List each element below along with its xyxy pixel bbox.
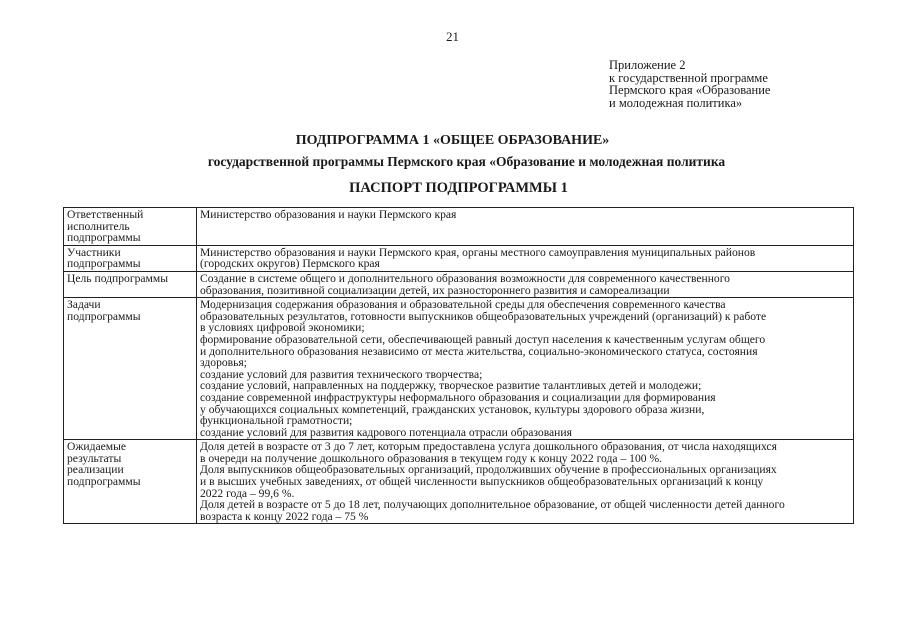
row-value-line: образовательных результатов, готовности выпускников общеобразовательных учреждений (организаций) к работе	[200, 309, 767, 323]
row-label-line: результаты	[67, 451, 122, 465]
row-label-line: подпрограммы	[67, 475, 141, 489]
passport-table	[63, 207, 854, 524]
row-label	[64, 271, 197, 297]
row-label	[64, 208, 197, 246]
appendix-line: Приложение 2	[609, 58, 686, 72]
row-label-line: Ответственный	[67, 208, 144, 221]
row-value	[197, 208, 854, 246]
row-value-line: создание условий, направленных на поддержку, творческое развитие талантливых детей и молодежи;	[200, 379, 702, 393]
appendix-line: Пермского края «Образование	[609, 83, 771, 97]
row-value-line: Министерство образования и науки Пермского края, органы местного самоуправления муниципальных районов	[200, 245, 756, 259]
row-label-line: подпрограммы	[67, 309, 141, 323]
row-value	[197, 440, 854, 524]
row-value	[197, 245, 854, 271]
row-label-line: подпрограммы	[67, 231, 141, 245]
row-value-line: возраста к концу 2022 года – 75 %	[200, 509, 369, 523]
page-number: 21	[446, 29, 459, 44]
row-value-line: функциональной грамотности;	[200, 414, 353, 428]
row-value-line: создание современной инфраструктуры неформального образования и социализации для формирования	[200, 390, 716, 404]
row-value-line: и в высших учебных заведениях, от общей численности выпускников общеобразовательных организаций к концу	[200, 475, 764, 489]
passport-title: ПАСПОРТ ПОДПРОГРАММЫ 1	[349, 180, 568, 196]
appendix-line: и молодежная политика»	[609, 95, 743, 110]
row-value-line: Министерство образования и науки Пермского края	[200, 208, 457, 221]
row-label	[64, 298, 197, 440]
row-label-line: Цель подпрограммы	[67, 271, 169, 285]
row-value-line: в условиях цифровой экономики;	[200, 321, 365, 335]
row-value-line: у обучающихся социальных компетенций, гражданских установок, культуры здорового образа жизни,	[200, 402, 705, 416]
row-value-line: создание условий для развития кадрового потенциала отрасли образования	[200, 425, 572, 439]
row-label	[64, 440, 197, 524]
table-row	[64, 298, 854, 440]
row-value-line: и дополнительного образования независимо от места жительства, социально-экономического статуса, состояния	[200, 344, 758, 358]
row-value-line: 2022 года – 99,6 %.	[200, 486, 295, 500]
table-row	[64, 245, 854, 271]
row-value-line: в очереди на получение дошкольного образования в текущем году к концу 2022 года – 100 %.	[200, 451, 663, 465]
table-row	[64, 271, 854, 297]
row-label-line: Участники	[67, 245, 121, 259]
row-label-line: Задачи	[67, 298, 101, 312]
row-label	[64, 245, 197, 271]
row-label-line: подпрограммы	[67, 257, 141, 271]
appendix-note	[609, 59, 770, 109]
row-value-line: Доля детей в возрасте от 3 до 7 лет, которым предоставлена услуга дошкольного образования, от числа находящихся	[200, 440, 777, 454]
row-value-line: здоровья;	[200, 356, 247, 370]
row-label-line: исполнитель	[67, 219, 130, 233]
row-value-line: формирование образовательной сети, обеспечивающей равный доступ населения к качественным услугам общего	[200, 332, 766, 346]
row-label-line: реализации	[67, 463, 124, 477]
program-title: государственной программы Пермского края «Образование и молодежная политика	[207, 154, 726, 169]
table-row	[64, 208, 854, 246]
row-value	[197, 298, 854, 440]
row-value-line: Доля выпускников общеобразовательных организаций, продолживших обучение в профессиональных организациях	[200, 463, 777, 477]
row-value-line: Модернизация содержания образования и образовательной среды для обеспечения современного качества	[200, 298, 726, 312]
subprogram-title: ПОДПРОГРАММА 1 «ОБЩЕЕ ОБРАЗОВАНИЕ»	[295, 133, 610, 148]
appendix-line: к государственной программе	[609, 70, 768, 85]
table-row	[64, 440, 854, 524]
row-value-line: Создание в системе общего и дополнительного образования возможности для современного качественного	[200, 271, 730, 285]
row-value-line: образования, позитивной социализации детей, их разностороннего развития и самореализации	[200, 283, 670, 297]
passport-table-body	[64, 208, 854, 524]
row-value-line: Доля детей в возрасте от 5 до 18 лет, получающих дополнительное образование, от общей численности детей данного	[200, 498, 785, 512]
row-value-line: (городских округов) Пермского края	[200, 257, 380, 271]
row-value-line: создание условий для развития технического творчества;	[200, 367, 483, 381]
row-value	[197, 271, 854, 297]
row-label-line: Ожидаемые	[67, 440, 127, 454]
